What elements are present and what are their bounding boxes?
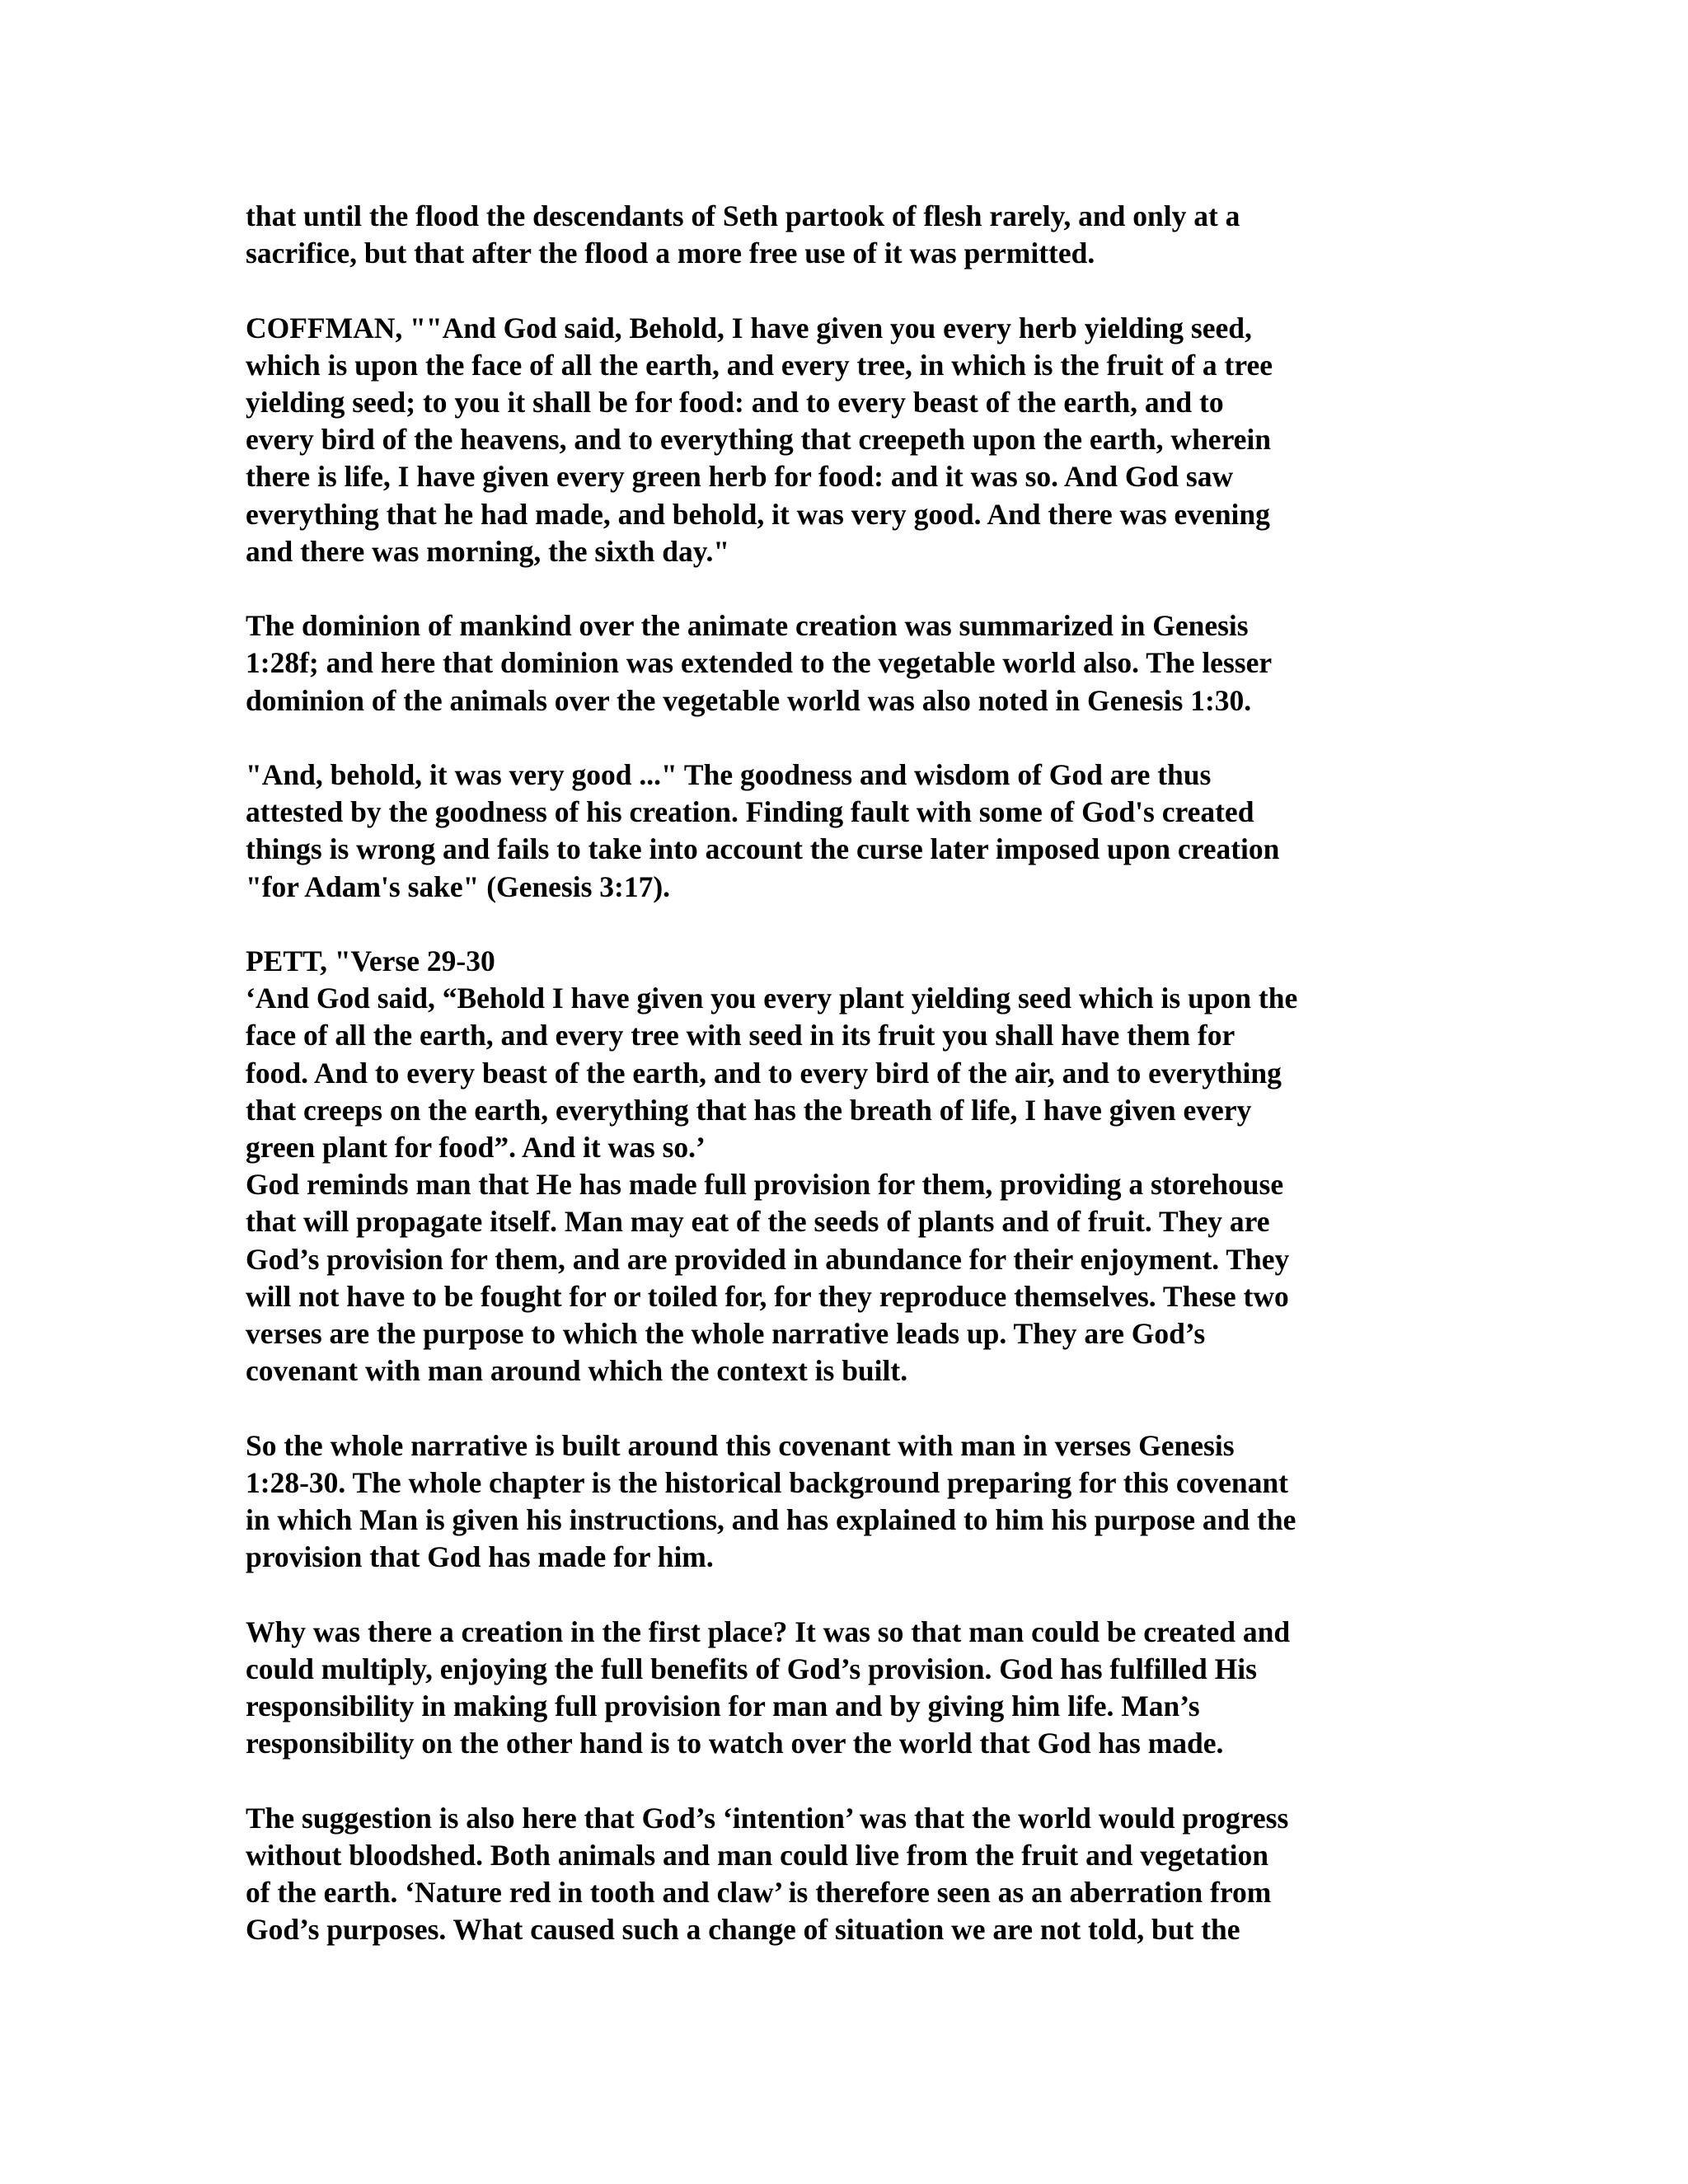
text-line: things is wrong and fails to take into account the curse later imposed upon creation [246, 832, 1280, 866]
text-line: that will propagate itself. Man may eat of the seeds of plants and of fruit. They are [246, 1205, 1270, 1239]
text-line: verses are the purpose to which the whole narrative leads up. They are God’s [246, 1317, 1206, 1351]
text-line: dominion of the animals over the vegetable world was also noted in Genesis 1:30. [246, 683, 1252, 717]
text-line: responsibility in making full provision for man and by giving him life. Man’s [246, 1690, 1200, 1723]
paragraph-dominion [246, 607, 1449, 719]
text-line: God’s purposes. What caused such a change of situation we are not told, but the [246, 1913, 1240, 1947]
text-line: ‘And God said, “Behold I have given you every plant yielding seed which is upon the [246, 982, 1298, 1015]
text-line: there is life, I have given every green herb for food: and it was so. And God saw [246, 460, 1234, 494]
text-line: without bloodshed. Both animals and man could live from the fruit and vegetation [246, 1838, 1268, 1872]
text-line: The suggestion is also here that God’s ‘intention’ was that the world would progress [246, 1801, 1289, 1835]
text-line: 1:28f; and here that dominion was extended to the vegetable world also. The lesser [246, 646, 1273, 680]
text-line: that creeps on the earth, everything that has the breath of life, I have given every [246, 1093, 1252, 1127]
text-line: everything that he had made, and behold, it was very good. And there was evening [246, 497, 1270, 531]
text-line: that until the flood the descendants of Seth partook of flesh rarely, and only at a [246, 199, 1240, 232]
text-line: in which Man is given his instructions, and has explained to him his purpose and the [246, 1503, 1296, 1537]
text-line: face of all the earth, and every tree with seed in its fruit you shall have them for [246, 1019, 1236, 1052]
text-line: The dominion of mankind over the animate creation was summarized in Genesis [246, 609, 1249, 643]
paragraph-very-good [246, 757, 1449, 906]
text-line: every bird of the heavens, and to everything that creepeth upon the earth, wherein [246, 423, 1272, 457]
text-line: attested by the goodness of his creation. Finding fault with some of God's created [246, 795, 1254, 829]
text-line: which is upon the face of all the earth, and every tree, in which is the fruit of a tree [246, 348, 1273, 382]
text-line: "for Adam's sake" (Genesis 3:17). [246, 869, 671, 903]
text-line: of the earth. ‘Nature red in tooth and claw’ is therefore seen as an aberration from [246, 1876, 1272, 1910]
text-line: provision that God has made for him. [246, 1540, 714, 1574]
text-line: will not have to be fought for or toiled for, for they reproduce themselves. These two [246, 1279, 1289, 1313]
paragraph-covenant [246, 1427, 1449, 1577]
text-line: Why was there a creation in the first place? It was so that man could be created and [246, 1615, 1291, 1648]
text-line: 1:28-30. The whole chapter is the historical background preparing for this covenant [246, 1465, 1288, 1499]
document-body [246, 198, 1449, 1948]
text-line: responsibility on the other hand is to watch over the world that God has made. [246, 1727, 1224, 1760]
paragraph-flood-flesh [246, 198, 1449, 272]
text-line: could multiply, enjoying the full benefits of God’s provision. God has fulfilled His [246, 1652, 1257, 1685]
text-line: "And, behold, it was very good ..." The goodness and wisdom of God are thus [246, 758, 1212, 791]
paragraph-coffman-quote [246, 310, 1449, 570]
text-line: green plant for food”. And it was so.’ [246, 1131, 706, 1165]
text-line: yielding seed; to you it shall be for food: and to every beast of the earth, and to [246, 386, 1224, 419]
text-line: God reminds man that He has made full provision for them, providing a storehouse [246, 1168, 1284, 1202]
paragraph-why-creation [246, 1614, 1449, 1763]
text-line: covenant with man around which the context is built. [246, 1354, 908, 1388]
paragraph-bloodshed [246, 1800, 1449, 1949]
text-line: God’s provision for them, and are provided in abundance for their enjoyment. They [246, 1242, 1290, 1276]
text-line: PETT, "Verse 29-30 [246, 944, 495, 977]
paragraph-pett-verse [246, 943, 1449, 1390]
text-line: food. And to every beast of the earth, and to every bird of the air, and to everything [246, 1056, 1282, 1090]
text-line: and there was morning, the sixth day." [246, 534, 730, 568]
text-line: COFFMAN, ""And God said, Behold, I have given you every herb yielding seed, [246, 311, 1252, 344]
text-line: sacrifice, but that after the flood a more free use of it was permitted. [246, 237, 1095, 270]
text-line: So the whole narrative is built around this covenant with man in verses Genesis [246, 1428, 1235, 1462]
